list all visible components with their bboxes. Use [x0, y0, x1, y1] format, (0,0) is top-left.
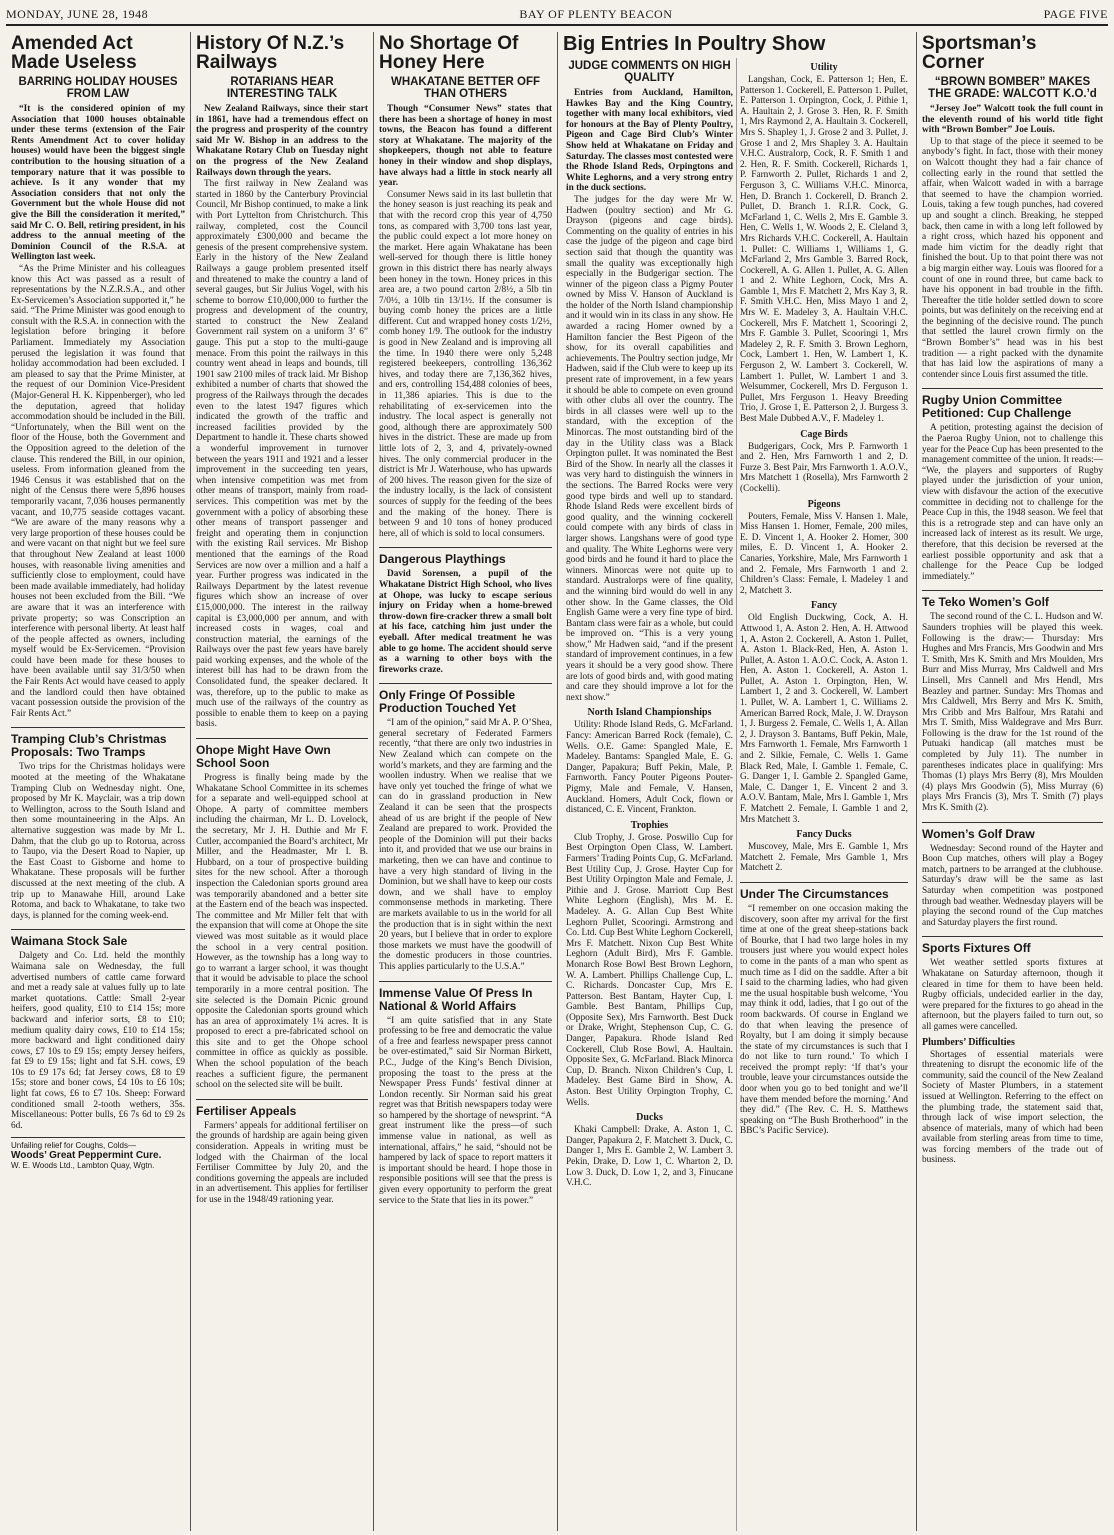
article-body: Two trips for the Christmas holidays were mooted at the meeting of the Whakatane Tramping Club on Wednesday night. One, proposed by Mr K. Mayclair, was a trip down to Wellington, across to the South Island and then some mountaineering in the Alps. An alternative suggestion was made by Mr L. Dahm, that the club go up to Rotorua, across to Taupo, via the Desert Road to Napier, up the East Coast to Gisborne and home to Whakatane. These proposals will be further discussed at the next meeting of the club. A trip up to Manawahe Hill, around Lake Rotoma, and back to Whakatane, to take two days, is planned for the coming week-end. — [11, 762, 185, 921]
subhead-rotarians: ROTARIANS HEAR INTERESTING TALK — [226, 76, 338, 100]
article-body: Consumer News said in its last bulletin that the honey season is just reaching its peak and that with the record crop this year of 4,750 tons, as compared with 3,700 tons last year, the public could expect a lot more honey on the market. Here again Whakatane has been well-served for though there is little honey grown in this district there has nearly always been honey in the town. Honey prices in this area are, a two pound carton 2/8½, a 5lb tin 7/0½, a 10lb tin 13/1½. If the consumer is buying comb honey the prices are a little different. Cut and wrapped honey costs 1/2½, comb honey 1/9. The outlook for the industry is good in New Zealand and is improving all the time. In 1940 there were only 5,248 registered beekeepers, controlling 136,362 hives, and today there are 7,136,362 hives, and ers, controlling 154,488 colonies of bees, in 11,386 apiaries. This is due to the rehabilitating of ex-servicemen into the industry. The local aspect is generally not good, although there are approximately 500 hives in the district. These are made up from little lots of 2, 3, and 4, privately-owned hives. The only commercial producer in the district is Mr J. Waterhouse, who has upwards of 200 hives. The reason given for the size of the industry locally, is the lack of consistent sources of supply for the feeding of the bees and the making of the honey. There is between 9 and 10 tons of honey produced here, all of which is sold to local consumers. — [379, 189, 552, 539]
article-body: The judges for the day were Mr W. Hadwen (poultry section) and Mr G. Drayson (pigeons and cage birds). Commenting on the quality of entries in his case the judge of the pigeon and cage bird section said that though the quantity was small the quality was exceptionally high especially in the Budgerigar section. The winner of the pigeon class a Pigmy Pouter owned by Miss V. Hanson of Auckland is the holder of the North Island championship and it would win in its class in any show. He awarded a racing Homer owned by a Hamilton fancier the Best Pigeon of the show, for its overall capabilities and achievements. The Poultry section judge, Mr Hadwen, said if the Club were to keep up its present rate of improvement, in a few years it should be able to compete on even ground with other clubs all over the country. The birds in all classes were well up to the standard, with the exception of the Minorcas. The most outstanding bird of the day in the Utility class was a Black Orpington pullet. It was nominated the Best Bird of the Show. In nearly all the classes it was very hard to distinguish the winners in the sections. The Barred Rocks were very good type birds and well up to standard. Rhode Island Reds were excellent birds of good quality, and the winning cockerell could compete with any birds of class in larger shows. Langshans were of good type and quality. The White Leghorns were very good birds and he found it hard to place the winners. Minorcas were not quite up to standard. Australorps were of fine quality, and the winning bird would do well in any other show. In the Game classes, the Old English Game were a very fine type of bird. Bantam class were fair as a whole, but could be improved on. “This is a very young show,” Mr Hadwen said, “and if the present standard of improvement continues, in a few years it should be a very good show. There are lots of good birds and, with good mating and care they should improve a lot for the next show.” — [566, 194, 733, 703]
results-trophies: Club Trophy, J. Grose. Poswillo Cup for Best Orpington Open Class, W. Lambert. Farmers’ Trading Points Cup, G. McFarland. Best Utility Cup, J. Grose. Hayter Cup for Best Utility Orpington Male and Female, J. Pithie and J. Grose. Marriott Cup Best White Leghorn (English), Mrs M. E. Madeley. A. G. Allan Cup Best White Leghorn Pullet, Scooringi. Armstrong and Co. Ltd. Cup Best White Leghorn Cockerell, Mrs F. Matchett. Nixon Cup Best White Leghorn (Adult Bird), Mrs F. Gamble. Monarch Rose Bowl Best Brown Leghorn, W. A. Lambert. Phillips Challenge Cup, L. C. Richards. Doncaster Cup, Mrs E. Patterson. Best Bantam, Hayter Cup, I. Gamble. Best Bantam, Phillips Cup, (Opposite Sex), Mrs Farnworth. Best Duck or Drake, Wright, Stephenson Cup, C. G. Danger, Papakura. Rhode Island Red Cockerell, Club Rose Bowl, A. Haultain. Opposite Sex, G. McFarland. Black Minorca Cup, D. Branch. Nixon Children’s Cup, I. Madeley. Best Game Bird in Show, A. Aston. Best Utility Orpington Trophy, C. Wells. — [566, 832, 733, 1108]
headline-ohope-school: Ohope Might Have Own School Soon — [196, 738, 368, 770]
headline-te-teko-golf: Te Teko Women’s Golf — [922, 590, 1103, 609]
article-lead: New Zealand Railways, since their start in 1861, have had a tremendous effect on the progress and prosperity of the country said Mr W. Bishop in an address to the Whakatane Rotary Club on Tuesday night on the progress of the New Zealand Railways down through the years. — [196, 104, 368, 178]
article-body: Wet weather settled sports fixtures at Whakatane on Saturday afternoon, though it cleared in time for them to have been held. Rugby officials, undecided earlier in the day, were prepared for the fixtures to go ahead in the afternoon, but the players failed to turn out, so all games were cancelled. — [922, 958, 1103, 1032]
section-utility: Utility — [810, 62, 838, 73]
masthead-page-number: PAGE FIVE — [1043, 6, 1108, 21]
section-trophies: Trophies — [630, 819, 669, 831]
column-1 — [6, 32, 191, 1531]
results-pigeons: Pouters, Female, Miss V. Hansen 1. Male, Miss Hansen 1. Homer, Female, 200 miles, E. D. Vincent 1, A. Hooker 2. Homer, 300 miles, E. D. Vincent 1, A. Hooker 2. Canaries, Yorkshire, Male, Mrs Farnworth 1 and 2. Female, Mrs Farnworth 1 and 2. Children’s Class: Female, I. Madeley 1 and 2, Matchett 3. — [740, 511, 908, 596]
article-body: Up to that stage of the piece it seemed to be anybody’s fight. In fact, those with their money on Walcott thought they had a fair chance of collecting early in the round that settled the affair, when Walcott waded in with a barrage that seemed to have the champion worried. Louis, taking a few tough punches, had covered up and sought a clinch. Breaking, he stepped back, then came in with a long left followed by a right cross, which hazed his opponent and made him victim for the deadly right that finished the bout. Up to that point there was not a big margin either way. Louis was floored for a count of one in round three, but came back to have his opponent in bad trouble in the fifth. Thereafter the title holder settled down to score points, but was definitely on the receiving end at the beginning of the decisive round. The punch that settled the laurel crown firmly on the “Brown Bomber’s” head was in his best tradition — a right packed with the dynamite that has laid low the aspirations of many a contender since Louis first assumed the title. — [922, 136, 1103, 380]
poultry-right — [737, 58, 911, 1531]
column-2 — [191, 32, 374, 1531]
column-3 — [374, 32, 558, 1531]
subhead-judge-comments: JUDGE COMMENTS ON HIGH QUALITY — [568, 60, 731, 84]
subhead-whakatane-better: WHAKATANE BETTER OFF THAN OTHERS — [390, 76, 541, 100]
section-pigeons: Pigeons — [807, 498, 841, 510]
headline-fringe-production: Only Fringe Of Possible Production Touched Yet — [379, 683, 552, 715]
article-lead: “It is the considered opinion of my Association that 1000 houses obtainable under these terms (extension of the Fair Rents Amendment Act to cover holiday houses) would have been the biggest single contribution to the housing situation of a temporary nature that it was possible to achieve. Is it any wonder that my Association considers that not only the Government but the whole House did not give the Bill the consideration it merited,” said Mr C. O. Bell, retiring president, in his address to the annual meeting of the Dominion Council of the R.S.A. at Wellington last week. — [11, 104, 185, 263]
column-5 — [917, 32, 1108, 1531]
article-body: Wednesday: Second round of the Hayter and Boon Cup matches, others will play a Bogey match, partners to be arranged at the clubhouse. Saturday’s draw will be the same as last Saturday when competition was postponed through bad weather. Wednesday players will be playing the second round of the Cup matches and Saturday players the first round. — [922, 843, 1103, 928]
results-fancy-ducks: Muscovey, Male, Mrs E. Gamble 1, Mrs Matchett 2. Female, Mrs Gamble 1, Mrs Matchett 2. — [740, 842, 908, 874]
section-fancy: Fancy — [810, 600, 838, 612]
headline-railways: History Of N.Z.’s Railways — [196, 33, 345, 73]
column-4 — [558, 32, 917, 1531]
headline-sports-fixtures: Sports Fixtures Off — [922, 936, 1103, 955]
headline-womens-golf: Women’s Golf Draw — [922, 822, 1103, 841]
headline-honey: No Shortage Of Honey Here — [379, 33, 519, 73]
subhead-barring-holiday: BARRING HOLIDAY HOUSES FROM LAW — [18, 76, 178, 100]
results-north-island: Utility: Rhode Island Reds, G. McFarland. Fancy: American Barred Rock (female), C. Wells. O.E. Game: Spangled Male, E. Madeley. Bantams: Spangled Male, E. G. Danger, Papakura; Buff Pekin, Male, P. Farnworth. Fancy Pouter Pigeons Pouter-Pigmy, Male and Female, V. Hansen, Auckland. Homers, Adult Cock, flown or distanced, C. E. Vincent, Frankton. — [566, 720, 733, 816]
article-body: “I am of the opinion,” said Mr A. P. O’Shea, general secretary of Federated Farmers recently, “that there are only two industries in New Zealand which can compete on the world’s markets, and they are farming and the woollen industry. When we realise that we have only yet touched the fringe of what we can do in grassland production in New Zealand it can be seen that the prospects ahead of us are bright if the people of New Zealand are prepared to work. Provided the people of the Dominion will put their backs into it, and provided that we use our brains in marketing, then we can have and continue to have a very high standard of living in the Dominion, but we shall have to keep our costs down, and we shall have to employ commonsense methods in marketing. There are markets available to us in the world for all the production that is in sight within the next 20 years, but I believe that in order to explore those markets we must have the goodwill of the domestic producers in those countries. This applies particularly to the U.S.A.” — [379, 718, 552, 972]
article-lead: Entries from Auckland, Hamilton, Hawkes Bay and the King Country, together with many local exhibitors, vied for honours at the Bay of Plenty Poultry, Pigeon and Cage Bird Club’s Winter Show held at Whakatane on Friday and Saturday. The classes most contested were the Rhode Island Reds, Orpingtons and White Leghorns, and a very strong entry in the duck sections. — [566, 88, 733, 194]
article-body: Dalgety and Co. Ltd. held the monthly Waimana sale on Wednesday, the full advertised numbers of cattle came forward and met a ready sale at values fully up to late market quotations. Cattle: Small 2-year heifers, good quality, £10 to £14 15s; more backward and inferior sorts, £8 to £10; medium quality dairy cows, £10 to £14 15s; more backward and light conditioned dairy cows, £7 10s to £9 15s; empty Jersey heifers, fat £9 to £9 15s; light and fat S.H. cows, £9 10s to £9 17s 6d; fat Jersey cows, £8 to £9 15s; store and boner cows, £4 10s to £6 10s; light fat cows, £6 to £7 10s. Sheep: Forward conditioned small 2-tooth wethers, 35s. Miscellaneous: Potter bulls, £6 7s 6d to £9 2s 6d. — [11, 951, 185, 1131]
headline-waimana-stock: Waimana Stock Sale — [11, 929, 185, 948]
results-ducks: Khaki Campbell: Drake, A. Aston 1, C. Danger, Papakura 2, F. Matchett 3. Duck, C. Danger 1, Mrs E. Gamble 2, W. Lambert 3. Pekin, Drake, D. Low 1, C. Wharton 2, D. Low 3. Duck, D. Low 1, 2, and 3, Finucane V.H.C. — [566, 1125, 733, 1189]
section-north-island: North Island Championships — [587, 707, 712, 719]
article-body: The second round of the C. L. Hudson and W. Saunders trophies will be played this week. Following is the draw:— Thursday: Mrs Hughes and Mrs Francis, Mrs Goodwin and Mrs T. Smith, Mrs K. Smith and Mrs Moulden, Mrs Burr and Miss Murray, Mrs Caldwell and Mrs Linsell, Mrs Cannell and Mrs Hendl, Mrs Beazley and partner. Sunday: Mrs Thomas and Mrs Caldwell, Mrs Berry and Mrs K. Smith, Mrs Cribb and Mrs Balfour, Mrs Ratahi and Mrs T. Smith, Miss Waldegrave and Mrs Burr. Following is the draw for the 1st round of the Putuaki handicap (all matches must be completed by July 11). The number in parentheses indicates place in qualifying: Mrs Thomas (1) plays Mrs Berry (8), Mrs Moulden (4) plays Mrs Goodwin (5), Miss Murray (6) plays Mrs Francis (3), Mrs T. Smith (7) plays Mrs K. Smith (2). — [922, 612, 1103, 814]
headline-dangerous-playthings: Dangerous Playthings — [379, 547, 552, 566]
article-body: “I remember on one occasion making the discovery, soon after my arrival for the first time at one of the great sheep-stations back of Bourke, that I had two large holes in my trousers just where you would expect holes to come in the pants of a man who spent as much time as I did on the saddle. After a bit I said to the charming ladies, who had given me the usual hospitable bush welcome, ‘You may think it odd, ladies, that I go out of the room backwards. Of course in England we do that when leaving the presence of Royalty, but I am doing it simply because the state of my circumstances is such that I do not like to turn round.’ To which I received the prompt reply: ‘If that’s your trouble, leave your circumstances outside the door when you go to bed tonight and we’ll have them mended before the morning.’ And they did.” (The Rev. C. H. S. Matthews speaking on “The Bush Brotherhood” in the BBC’s Pacific Service). — [740, 903, 908, 1137]
results-fancy: Old English Duckwing, Cock, A. H. Attwood 1, A. Aston 2. Hen, A. H. Attwood 1, A. Aston 2. Cockerell, A. Aston 1. Pullet, A. Aston 1. Black-Red, Hen, A. Aston 1. Pullet, A. Aston 1. A.O.C. Cock, A. Aston 1. Hen, A. Aston 1. Cockerell, A. Aston 1. Pullet, A. Aston 1. Orpington, Hen, W. Lambert 1, 2 and 3. Cockerell, W. Lambert 1. Pullet, W. A. Lambert 1, C. Williams 2. American Barred Rock, Male, J. W. Drayson 1, J. Burgess 2. Female, C. Wells 1, A. Allan 2, J. Drayson 3. Bantams, Buff Pekin, Male, Mrs Farnworth 1. Female, Mrs Farnworth 1 and 2. Silkie, Female, C. Wells 1. Game Black Red, Male, I. Gamble 1. Female, C. G. Danger 1, I. Gamble 2. Spangled Game, Male, C. Danger 1, E. Vincent 2 and 3. A.O.V. Bantam, Male, Mrs I. Gamble 1, Mrs F. Matchett 2. Female, I. Gamble 1 and 2, Mrs Matchett 3. — [740, 613, 908, 825]
article-body: “As the Prime Minister and his colleagues know this Act was passed as a result of representations by the N.Z.R.S.A., and other Ex-Servicemen’s Association supported it,” he said. “The Prime Minister was good enough to consult with the R.S.A. in connection with the legislation before bringing it before Parliament. Immediately my Association perused the legislation it was found that holiday accommodation had been excluded. I am pleased to say that the Prime Minister, at the request of our Dominion Vice-President (Major-General H. K. Kippenberger), who led the deputation, agreed that holiday accommodation should be included in the Bill. “Unfortunately, when the Bill went on the floor of the House, both the Government and the Opposition agreed to the deletion of the clause. This rendered the Bill, in our opinion, useless. From information gleaned from the 1946 Census it was established that on the night of the Census there were 5,896 houses temporarily vacant, 7,036 houses permanently vacant, and 10,775 seaside cottages vacant. “We are aware of the many reasons why a very large proportion of these houses could be and were vacant on that night but we feel sure that throughout New Zealand at least 1000 houses, with reasonable living amenities and sufficiently close to employment, could have been made available immediately, had holiday houses not been excluded from the Bill. “We are aware that it was an interference with private property; so was Conscription an interference with personal liberty. At least half of the people affected as owners, including myself would be Ex-Servicemen. “Provision could have been made for these houses to have been available until say 31/3/50 when the Fair Rents Act would have ceased to apply and the landlord could then have obtained vacant possession outside the provision of the Fair Rents Act.” — [11, 263, 185, 719]
masthead — [6, 4, 1108, 26]
headline-plumbers: Plumbers’ Difficulties — [922, 1036, 1015, 1048]
subhead-brown-bomber: “BROWN BOMBER” MAKES THE GRADE: WALCOTT K.O.’d — [928, 76, 1097, 100]
poultry-subcolumns — [563, 58, 911, 1531]
headline-value-of-press: Immense Value Of Press In National & World Affairs — [379, 981, 552, 1013]
article-body: The first railway in New Zealand was started in 1860 by the Canterbury Provincial Council, Mr Bishop continued, to make a link with Port Lyttelton from Christchurch. This railway, completed, cost the Council approximately £300,000 and became the genesis of the present comprehensive system. Early in the history of the New Zealand Railways a gauge problem presented itself and threatened to make the country a land of several gauges, but Sir Julius Vogel, with his scheme to borrow £10,000,000 to further the progress and development of the country, started to construct the New Zealand Government rail system on a uniform 3’ 6” gauge. This put a stop to the multi-gauge menace. From this point the railways in this country went ahead in leaps and bounds, till 1901 saw 2100 miles of track laid. Mr Bishop exhibited a number of charts that showed the progress of the Railways through the decades even to the latest 1947 figures which indicated the growth of the traffic and increased facilities provided by the Department to handle it. These charts showed a wonderful improvement in turnover between the years 1911 and 1921 and a lesser improvement in the succeeding ten years, when intensive competition was met from other means of transport, mainly from road-services. This competition was met by the government with a policy of absorbing these other means of transport passenger and freight and operating them in conjunction with the existing Rail services. Mr Bishop mentioned that the earnings of the Road Services are now over a million and a half a year. Further progress was indicated in the Railways Department by the latest revenue figures which show an increase of over £15,000,000. The interest in the railway capital is £3,000,000 per annum, and with increased costs in wages, coal and construction material, the earnings of the Railways over the past few years have barely paid working expenses, and the whole of the interest bill has had to be drawn from the Consolidated fund, the speaker declared. It was, therefore, up to the public to make as much use of the railways of the country as possible to enable them to keep on a paying basis. — [196, 179, 368, 730]
ad-line-1: Unfailing relief for Coughs, Colds— — [11, 1141, 136, 1151]
poultry-left — [563, 58, 737, 1531]
section-fancy-ducks: Fancy Ducks — [796, 829, 852, 841]
headline-poultry-show: Big Entries In Poultry Show — [563, 33, 826, 55]
advertisement-woods — [11, 1137, 185, 1170]
masthead-date: MONDAY, JUNE 28, 1948 — [6, 6, 149, 21]
article-lead: David Sorensen, a pupil of the Whakatane District High School, who lives at Ohope, was lucky to escape serious injury on Friday when a home-brewed throw-down fire-cracker threw a small bolt at his face, catching him just under the eyeball. After medical treatment he was able to go home. The accident should serve as a warning to other boys with the fireworks craze. — [379, 569, 552, 675]
article-body: Farmers’ appeals for additional fertiliser on the grounds of hardship are again being given consideration. Appeals in writing must be lodged with the Chairman of the local Fertiliser Committee by July 20, and the conditions governing the appeals are included in an advertisement. This applies for fertiliser for use in the 1948/49 rationing year. — [196, 1120, 368, 1205]
article-lead: “Jersey Joe” Walcott took the full count in the eleventh round of his world title fight with “Brown Bomber” Joe Louis. — [922, 104, 1103, 136]
results-cage-birds: Budgerigars, Cock, Mrs P. Farnworth 1 and 2. Hen, Mrs Farnworth 1 and 2, D. Furze 3. Best Pair, Mrs Farnworth 1. A.O.V., Mrs Matchett 1 (Rosella), Mrs Farnworth 2 (Cockelli). — [740, 441, 908, 494]
headline-fertiliser: Fertiliser Appeals — [196, 1099, 368, 1118]
headline-rugby-union: Rugby Union Committee Petitioned: Cup Challenge — [922, 388, 1103, 420]
section-ducks: Ducks — [636, 1112, 663, 1124]
section-cage-birds: Cage Birds — [800, 428, 848, 440]
article-body: “I am quite satisfied that in any State professing to be free and democratic the value of a free and fearless newspaper press cannot be over-estimated,” said Sir Norman Birkett, P.C., Judge of the King’s Bench Division, proposing the toast to the press at the Newspaper Press Funds’ festival dinner at London recently. Sir Norman said his great regret was that British newspapers today were so hampered by the shortage of newsprint. “A great instrument like the press—of such immense value in national, as well as international, affairs,” he said, “should not be hampered by lack of space to report matters it is important should be heard. I hope those in responsible positions will see that the press is given every opportunity to perform the great service to the State that lies in its power.” — [379, 1015, 552, 1206]
results-utility: Langshan, Cock, E. Patterson 1; Hen, E. Patterson 1. Cockerell, E. Patterson 1. Pullet, E. Patterson 1. Orpington, Cock, J. Pithie 1, A. Haultain 2, J. Grose 3. Hen, R. F. Smith 1, Mrs Raymond 2, A. Haultain 3. Cockerell, Mrs S. Shapley 1, J. Grose 2 and 3. Pullet, J. Grose 1 and 2, Mrs Shapley 3. A. Haultain V.H.C. Australorp, Cock, R. F. Smith 1 and 2. Hen, R. F. Smith. Cockerell, Richards 1, P. Farnworth 2. Pullet, Richards 1 and 2, Ferguson 3, C. Williams V.H.C. Minorca, Hen, D. Branch 1. Cockerell, D. Branch 2. Pullet, D. Branch 1. R.I.R. Cock, G. McFarland 1, C. Wells 2, Mrs E. Gamble 3. Hen, C. Wells 1, W. Woods 2, E. Cleland 3, Mrs Richards V.H.C. Cockerell, A. Haultain 1. Pullet: C. Williams 1, Williams 1, G. McFarland 2, Mrs Gamble 3. Barred Rock, Cockerell, A. G. Allen 1. Pullet, A. G. Allen 1 and 2. White Leghorn, Cock, Mrs A. Gamble 1, Mrs F. Matchett 2, Mrs Kay 3, R. F. Smith V.H.C. Hen, Miss Mayo 1 and 2, Mrs W. E. Madeley 3, A. Haultain V.H.C. Cockerell, Mrs F. Matchett 1, Scooringi 2, Mrs F. Gamble 3. Pullet, Scooringi 1, Mrs Madeley 2, R. F. Smith 3. Brown Leghorn, Cock, Lambert 1. Hen, W. Lambert 1, K. Ferguson 2, W. Lambert 3. Cockerell, W. Lambert 1. Pullet, W. Lambert 1 and 3. Welsummer, Cockerell, Mrs D. Ferguson 1. Pullet, Mrs Ferguson 1. Heavy Breeding Trio, J. Grose 1, E. Patterson 2, J. Burgess 3. Best Male Dubbed A.V., F. Madeley 1. — [740, 75, 908, 424]
columns — [6, 32, 1108, 1531]
article-body: Shortages of essential materials were threatening to disrupt the economic life of the community, said the council of the New Zealand Society of Master Plumbers, in a statement issued at Wellington. Referring to the effect on the plumbing trade, the statement said that, through lack of wise import selection, the absence of materials, many of which had been available from sterling areas from time to time, was forcing members of the trade out of business. — [922, 1049, 1103, 1166]
masthead-paper-name: BAY OF PLENTY BEACON — [519, 6, 673, 21]
headline-tramping-club: Tramping Club’s Christmas Proposals: Two Tramps — [11, 727, 185, 759]
headline-sportsmans-corner: Sportsman’s Corner — [922, 33, 1037, 73]
article-body: A petition, protesting against the decision of the Paeroa Rugby Union, not to challenge this year for the Peace Cup has been presented to the management committee of the union. It reads:— “We, the players and supporters of Rugby played under the jurisdiction of your union, view with disfavour the action of the executive committee in deciding not to challenge for the Peace Cup in this, the 1948 season. We feel that this is a retrograde step and can have only an increased lack of interest as its result. We urge, therefore, that this decision be reversed at the earliest possible opportunity and ask that a challenge for the Peace Cup be lodged immediately.” — [922, 423, 1103, 582]
ad-line-2: Woods’ Great Peppermint Cure. — [11, 1150, 162, 1162]
headline-amended-act: Amended Act Made Useless — [11, 33, 137, 73]
article-body: Progress is finally being made by the Whakatane School Committee in its schemes for a separate and well-equipped school at Ohope. A party of committee members including the chairman, Mr L. D. Lovelock, the secretary, Mr J. H. Duthie and Mr F. Cutler, accompanied the Board’s architect, Mr Miller, and the Headmaster, Mr I. B. Hubbard, on a tour of prospective building sites for the new school. After a thorough inspection the Caledonian sports ground area was temporarily abandoned and a better site at the Eastern end of the beach was inspected. The committee and Mr Miller felt that with the expansion that will come at Ohope the site viewed was most suitable as it would place the school in a very central position. However, as the township has a long way to go to warrant a larger school, it was thought that it would be advisable to place the school temporarily in a more central position. The site selected is the Domain Picnic ground opposite the Caledonian sports ground which has an area of approximately 1¼ acres. It is proposed to erect a pre-fabricated school on this site and to get the Ohope school committee in office as quickly as possible. When the school population of the beach reaches a sufficient figure, the permanent school on the selected site will be built. — [196, 773, 368, 1091]
ad-line-3: W. E. Woods Ltd., Lambton Quay, Wgtn. — [11, 1161, 155, 1171]
headline-circumstances: Under The Circumstances — [740, 882, 908, 901]
article-lead: Though “Consumer News” states that there has been a shortage of honey in most towns, the Beacon has found a different story at Whakatane. The majority of the shopkeepers, though not able to feature honey in their window and shop displays, have always had a little in stock nearly all year. — [379, 104, 552, 189]
